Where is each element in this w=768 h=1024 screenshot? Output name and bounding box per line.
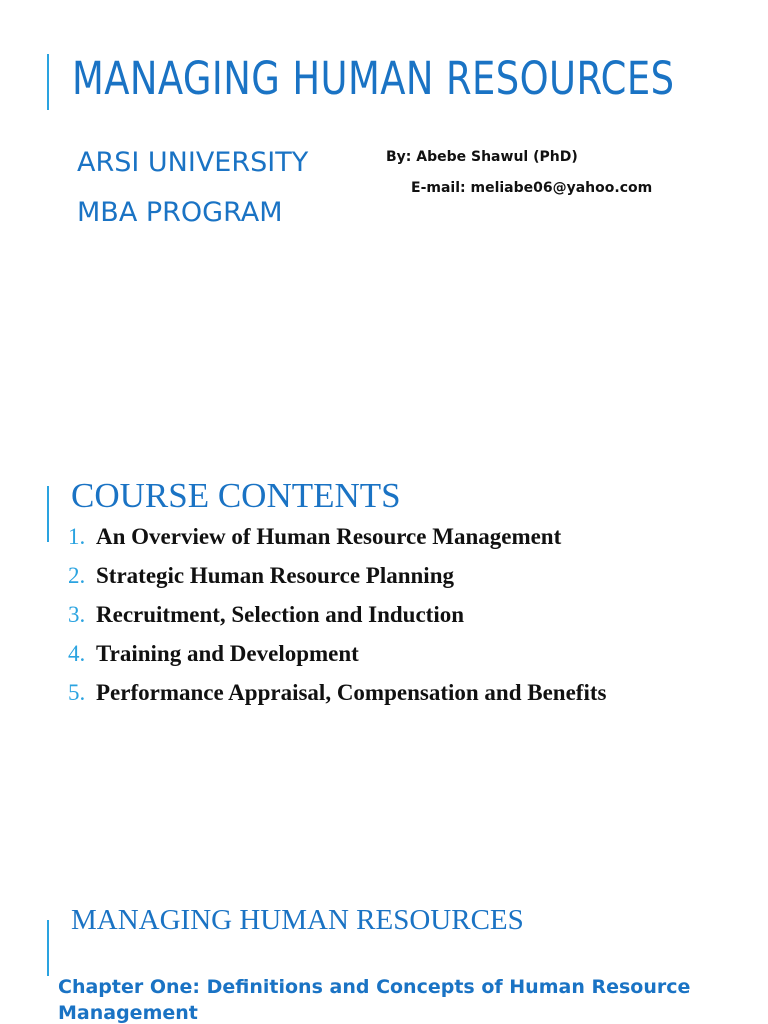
course-contents-list <box>68 522 606 717</box>
slide-title <box>0 0 768 430</box>
list-item-number: 2. <box>68 563 86 588</box>
list-item <box>68 678 606 717</box>
university-name: ARSI UNIVERSITY <box>77 147 309 178</box>
list-item-number: 3. <box>68 602 86 627</box>
accent-bar <box>47 920 49 976</box>
list-item <box>68 600 606 639</box>
course-contents-heading: COURSE CONTENTS <box>71 476 401 515</box>
email-line: E-mail: meliabe06@yahoo.com <box>411 180 653 196</box>
list-item-text: Strategic Human Resource Planning <box>96 563 454 588</box>
list-item <box>68 561 606 600</box>
list-item <box>68 639 606 678</box>
list-item-number: 4. <box>68 641 86 666</box>
slide-course-contents <box>0 470 768 810</box>
program-name: MBA PROGRAM <box>77 197 283 228</box>
list-item-text: An Overview of Human Resource Management <box>96 524 562 549</box>
chapter-title: Chapter One: Definitions and Concepts of Human Resource Management <box>58 976 691 1024</box>
list-item-text: Performance Appraisal, Compensation and Benefits <box>96 680 607 705</box>
list-item-text: Training and Development <box>96 641 359 666</box>
list-item-number: 1. <box>68 524 86 549</box>
list-item <box>68 522 606 561</box>
list-item-number: 5. <box>68 680 86 705</box>
slide-chapter-one <box>0 890 768 1024</box>
accent-bar <box>47 486 49 542</box>
author-line: By: Abebe Shawul (PhD) <box>386 149 578 165</box>
slide-title-heading: MANAGING HUMAN RESOURCES <box>72 52 675 105</box>
accent-bar <box>47 54 49 110</box>
list-item-text: Recruitment, Selection and Induction <box>96 602 464 627</box>
slide-heading: MANAGING HUMAN RESOURCES <box>71 904 524 936</box>
